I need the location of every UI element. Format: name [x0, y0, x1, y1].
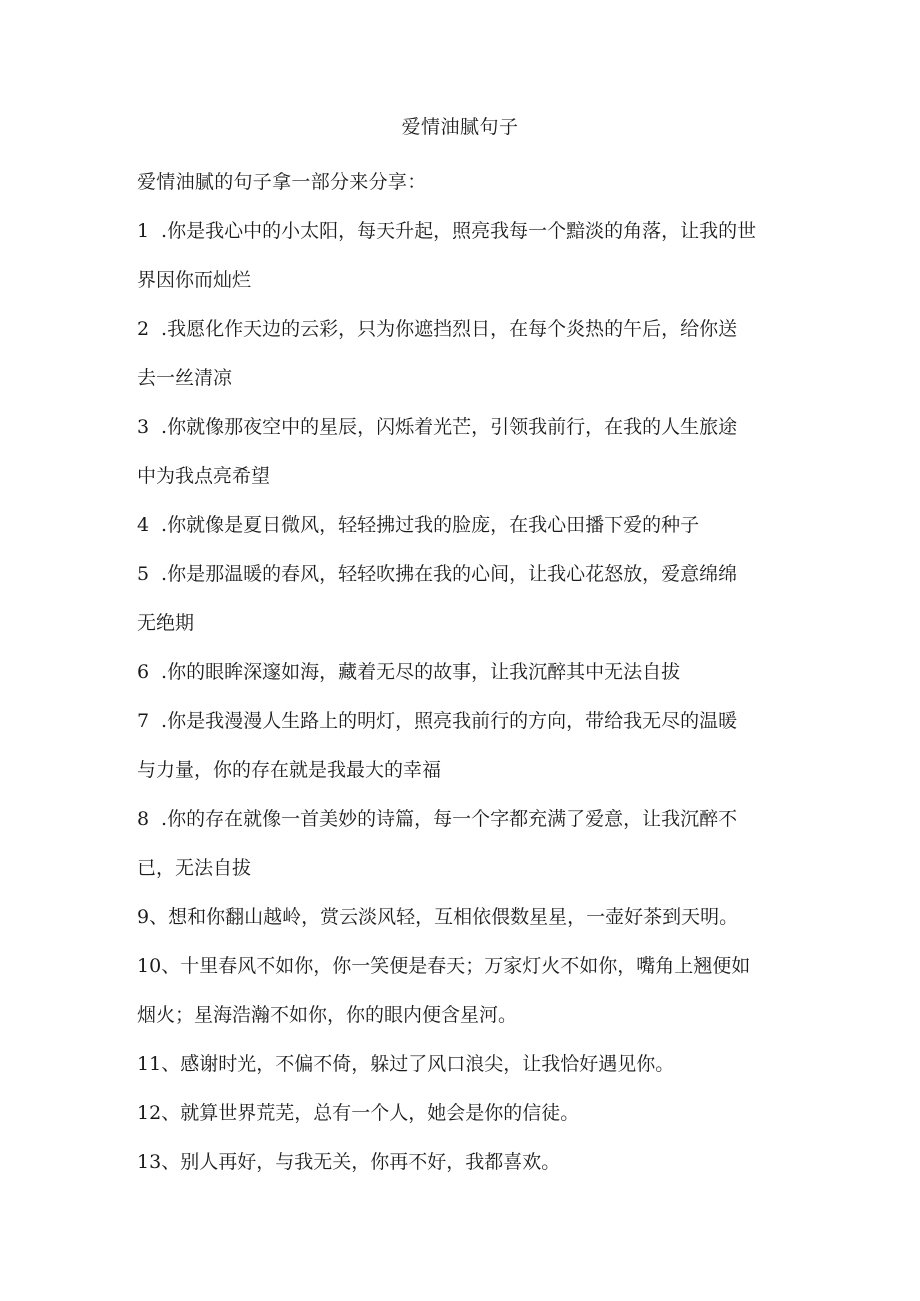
item-text: 十里春风不如你，你一笑便是春天；万家灯火不如你，嘴角上翘便如	[180, 955, 751, 977]
item-text: 就算世界荒芜，总有一个人，她会是你的信徒。	[180, 1102, 580, 1124]
item-number: 10	[137, 955, 162, 977]
item-separator: .	[155, 661, 168, 683]
item-separator: 、	[149, 906, 169, 928]
item-text: 你是那温暖的春风，轻轻吹拂在我的心间，让我心花怒放，爱意绵绵	[167, 563, 738, 585]
item-text: 你就像那夜空中的星辰，闪烁着光芒，引领我前行，在我的人生旅途	[167, 416, 738, 438]
sentence-line	[137, 1040, 787, 1089]
item-text: 你是我漫漫人生路上的明灯，照亮我前行的方向，带给我无尽的温暖	[167, 710, 738, 732]
item-number: 5	[137, 563, 150, 585]
item-text: 你是我心中的小太阳，每天升起，照亮我每一个黯淡的角落，让我的世	[167, 220, 757, 242]
item-number: 13	[137, 1151, 162, 1173]
sentence-line	[137, 354, 787, 403]
sentence-line	[137, 746, 787, 795]
item-text: 已，无法自拔	[137, 857, 252, 879]
sentence-line	[137, 403, 787, 452]
item-text: 界因你而灿烂	[137, 269, 252, 291]
item-number: 12	[137, 1102, 162, 1124]
sentence-line	[137, 991, 787, 1040]
sentence-line	[137, 1138, 787, 1187]
item-text: 烟火；星海浩瀚不如你，你的眼内便含星河。	[137, 1004, 518, 1026]
sentence-line	[137, 207, 787, 256]
sentence-line	[137, 256, 787, 305]
sentence-line	[137, 501, 787, 550]
item-number: 11	[137, 1053, 162, 1075]
item-number: 4	[137, 514, 150, 536]
item-separator: 、	[161, 1151, 181, 1173]
item-separator: .	[155, 563, 168, 585]
item-number: 9	[137, 906, 150, 928]
item-separator: .	[155, 416, 168, 438]
sentence-line	[137, 599, 787, 648]
sentence-line	[137, 697, 787, 746]
sentence-line	[137, 452, 787, 501]
item-separator: 、	[161, 1102, 181, 1124]
item-text: 中为我点亮希望	[137, 465, 271, 487]
sentence-line	[137, 795, 787, 844]
item-text: 想和你翻山越岭，赏云淡风轻，互相依偎数星星，一壶好茶到天明。	[168, 906, 739, 928]
item-separator: .	[155, 710, 168, 732]
item-number: 2	[137, 318, 150, 340]
item-number: 1	[137, 220, 150, 242]
sentence-line	[137, 550, 787, 599]
sentence-line	[137, 648, 787, 697]
sentence-line	[137, 305, 787, 354]
item-text: 与力量，你的存在就是我最大的幸福	[137, 759, 442, 781]
item-number: 8	[137, 808, 150, 830]
sentence-line	[137, 893, 787, 942]
intro-paragraph: 爱情油腻的句子拿一部分来分享：	[137, 171, 427, 193]
sentence-line	[137, 844, 787, 893]
item-separator: .	[155, 318, 168, 340]
item-text: 你就像是夏日微风，轻轻拂过我的脸庞，在我心田播下爱的种子	[167, 514, 700, 536]
item-text: 无绝期	[137, 612, 195, 634]
item-separator: .	[155, 514, 168, 536]
item-text: 别人再好，与我无关，你再不好，我都喜欢。	[180, 1151, 561, 1173]
sentence-line	[137, 942, 787, 991]
item-text: 去一丝清凉	[137, 367, 233, 389]
sentence-line	[137, 1089, 787, 1138]
item-text: 你的存在就像一首美妙的诗篇，每一个字都充满了爱意，让我沉醉不	[167, 808, 738, 830]
item-number: 6	[137, 661, 150, 683]
item-text: 我愿化作天边的云彩，只为你遮挡烈日，在每个炎热的午后，给你送	[167, 318, 738, 340]
item-separator: 、	[161, 955, 181, 977]
item-separator: .	[155, 220, 168, 242]
item-text: 感谢时光，不偏不倚，躲过了风口浪尖，让我恰好遇见你。	[180, 1053, 675, 1075]
document-title: 爱情油腻句子	[401, 116, 519, 138]
item-separator: 、	[161, 1053, 181, 1075]
item-number: 3	[137, 416, 150, 438]
item-text: 你的眼眸深邃如海，藏着无尽的故事，让我沉醉其中无法自拔	[167, 661, 681, 683]
item-separator: .	[155, 808, 168, 830]
item-number: 7	[137, 710, 150, 732]
document-body	[137, 158, 787, 1187]
